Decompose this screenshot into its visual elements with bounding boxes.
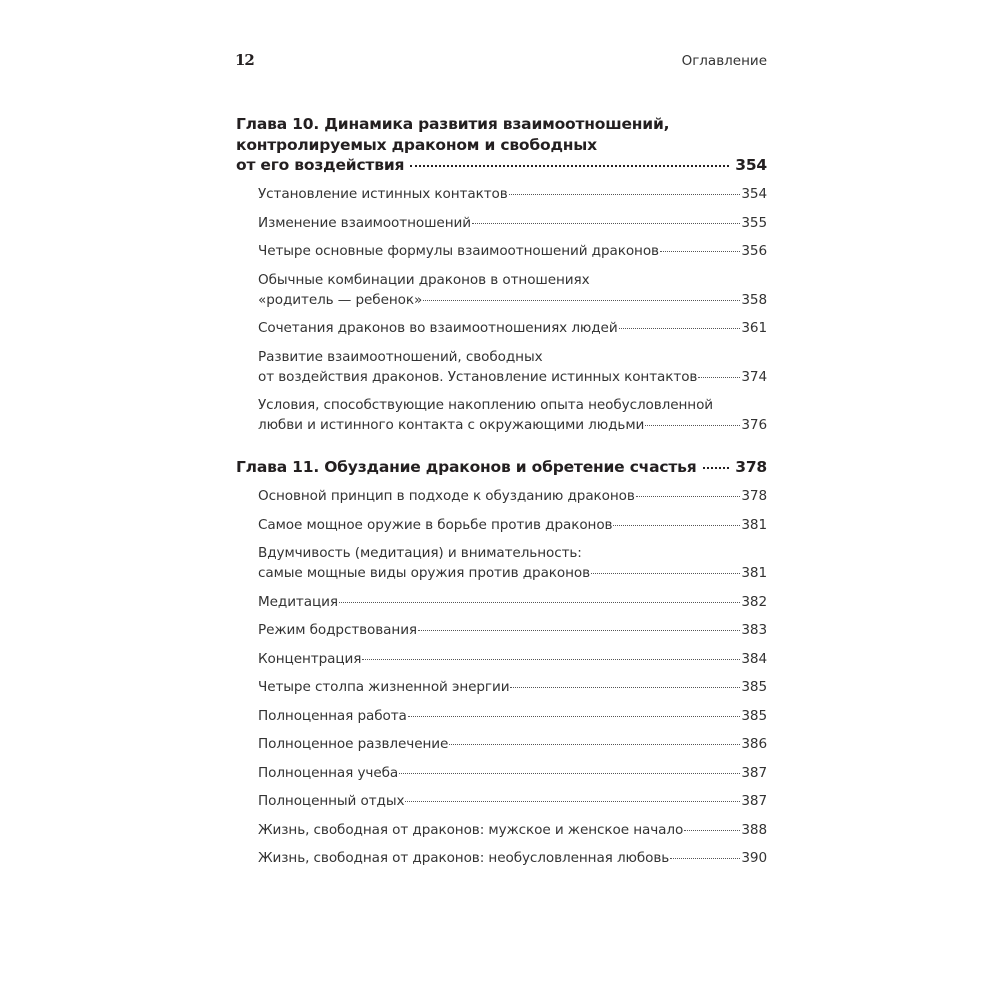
toc-entry[interactable] [258,347,767,387]
dot-leader [684,830,740,831]
toc-entry-page-number: 385 [741,679,767,695]
dot-leader [703,467,730,469]
toc-entry-title: самые мощные виды оружия против драконов [258,565,591,581]
dot-leader [362,659,740,660]
toc-entry-page-number: 385 [741,707,767,724]
toc-entry-page-number: 388 [741,821,767,838]
chapter-heading-title: от его воздействия [236,156,405,174]
dot-leader [613,525,740,526]
dot-leader [509,194,741,195]
toc-entry[interactable] [258,184,767,204]
toc-entry-last-line [258,592,767,612]
toc-entry-last-line [258,515,767,535]
toc-entry-title: Полноценное развлечение [258,736,449,752]
chapter-heading-line: контролируемых драконом и свободных [236,135,597,154]
dot-leader [339,602,740,603]
toc-entry-page-number: 382 [741,593,767,610]
toc-entry-title: Четыре столпа жизненной энергии [258,679,510,695]
toc-entry-last-line [258,848,767,868]
chapter-section [236,457,767,868]
toc-entry[interactable] [258,270,767,310]
toc-entry-page-number: 387 [741,793,767,809]
toc-entry-title: Сочетания драконов во взаимоотношениях людей [258,320,618,336]
toc-entry-title: Полноценная работа [258,707,407,724]
toc-entry-page-number: 355 [741,214,767,231]
toc-entry-page-number: 384 [741,650,767,667]
toc-entry-page-number: 381 [741,565,767,581]
toc-entry[interactable] [258,848,767,868]
dot-leader [408,716,741,717]
dot-leader [405,801,740,802]
toc-entry-page-number: 374 [741,368,767,385]
toc-entry-last-line [258,241,767,261]
page-number: 12 [235,51,254,69]
toc-entry-title: Жизнь, свободная от драконов: мужское и женское начало [258,821,684,838]
toc-entry[interactable] [258,486,767,506]
chapter-heading-last-line [236,155,767,176]
chapter-section [236,114,767,435]
toc-entry[interactable] [258,213,767,233]
chapter-heading-title: Глава 11. Обуздание драконов и обретение счастья [236,458,697,476]
toc-entry-last-line [258,415,767,435]
toc-entry-title: Изменение взаимоотношений [258,214,471,231]
chapter-heading-page-number: 354 [735,156,767,174]
toc-entry[interactable] [258,620,767,640]
toc-entry-page-number: 358 [741,291,767,308]
toc-entry-page-number: 356 [741,243,767,259]
chapter-heading-last-line [236,457,767,478]
toc-entry-title: Полноценная учеба [258,764,399,781]
toc-entry-last-line [258,367,767,387]
toc-entry-last-line [258,763,767,783]
table-of-contents [236,114,767,868]
toc-entry-title: Жизнь, свободная от драконов: необусловленная любовь [258,850,670,866]
dot-leader [670,858,740,859]
toc-entry-page-number: 354 [741,186,767,202]
toc-entry[interactable] [258,592,767,612]
toc-entry[interactable] [258,820,767,840]
toc-entry-line: Обычные комбинации драконов в отношениях [258,271,590,288]
toc-entry-title: Медитация [258,593,338,610]
toc-entry-title: Режим бодрствования [258,622,418,638]
toc-entry[interactable] [258,543,767,583]
dot-leader [636,496,741,497]
toc-entry-page-number: 390 [741,850,767,866]
toc-entry-last-line [258,486,767,506]
toc-entry-line: Развитие взаимоотношений, свободных [258,348,543,365]
toc-entry-page-number: 376 [741,417,767,433]
toc-entry-last-line [258,677,767,697]
dot-leader [510,687,740,688]
running-title: Оглавление [681,53,767,69]
toc-entry-last-line [258,734,767,754]
toc-entry[interactable] [258,791,767,811]
toc-entry[interactable] [258,241,767,261]
dot-leader [410,165,729,167]
toc-entry-title: Самое мощное оружие в борьбе против драконов [258,516,613,533]
dot-leader [591,573,740,574]
toc-entry-title: от воздействия драконов. Установление истинных контактов [258,368,698,385]
dot-leader [645,425,740,426]
toc-entry[interactable] [258,677,767,697]
toc-entry[interactable] [258,515,767,535]
toc-entry-title: Установление истинных контактов [258,186,508,202]
toc-entry-last-line [258,649,767,669]
toc-entry-title: Основной принцип в подходе к обузданию драконов [258,488,635,504]
toc-entry-last-line [258,290,767,310]
toc-entry-page-number: 383 [741,622,767,638]
toc-entry-title: Концентрация [258,650,362,667]
dot-leader [399,773,740,774]
toc-entry-last-line [258,318,767,338]
toc-entry-title: «родитель — ребенок» [258,291,423,308]
toc-entry-title: любви и истинного контакта с окружающими людьми [258,417,645,433]
toc-entry-page-number: 378 [741,488,767,504]
toc-entry-last-line [258,706,767,726]
toc-entry-last-line [258,820,767,840]
toc-entry[interactable] [258,318,767,338]
toc-entry-title: Четыре основные формулы взаимоотношений драконов [258,243,659,259]
toc-entry-last-line [258,563,767,583]
toc-entry[interactable] [258,763,767,783]
toc-entry-page-number: 381 [741,516,767,533]
chapter-heading-line: Глава 10. Динамика развития взаимоотношений, [236,115,670,133]
chapter-heading-page-number: 378 [735,458,767,476]
toc-entry-page-number: 361 [741,320,767,336]
toc-entry-last-line [258,213,767,233]
toc-entry-last-line [258,620,767,640]
toc-entry-line: Условия, способствующие накоплению опыта необусловленной [258,397,714,413]
toc-entry-line: Вдумчивость (медитация) и внимательность: [258,545,582,561]
dot-leader [418,630,740,631]
toc-entry[interactable] [258,706,767,726]
toc-entry-title: Полноценный отдых [258,793,405,809]
toc-entry-last-line [258,184,767,204]
toc-entry-page-number: 387 [741,764,767,781]
toc-entry[interactable] [258,395,767,435]
chapter-heading[interactable] [236,457,767,478]
toc-entry[interactable] [258,649,767,669]
dot-leader [660,251,740,252]
toc-entry-page-number: 386 [741,736,767,752]
dot-leader [449,744,740,745]
dot-leader [698,377,740,378]
chapter-heading[interactable] [236,114,767,176]
toc-entry-last-line [258,791,767,811]
dot-leader [619,328,741,329]
dot-leader [423,300,740,301]
toc-entry[interactable] [258,734,767,754]
dot-leader [472,223,740,224]
